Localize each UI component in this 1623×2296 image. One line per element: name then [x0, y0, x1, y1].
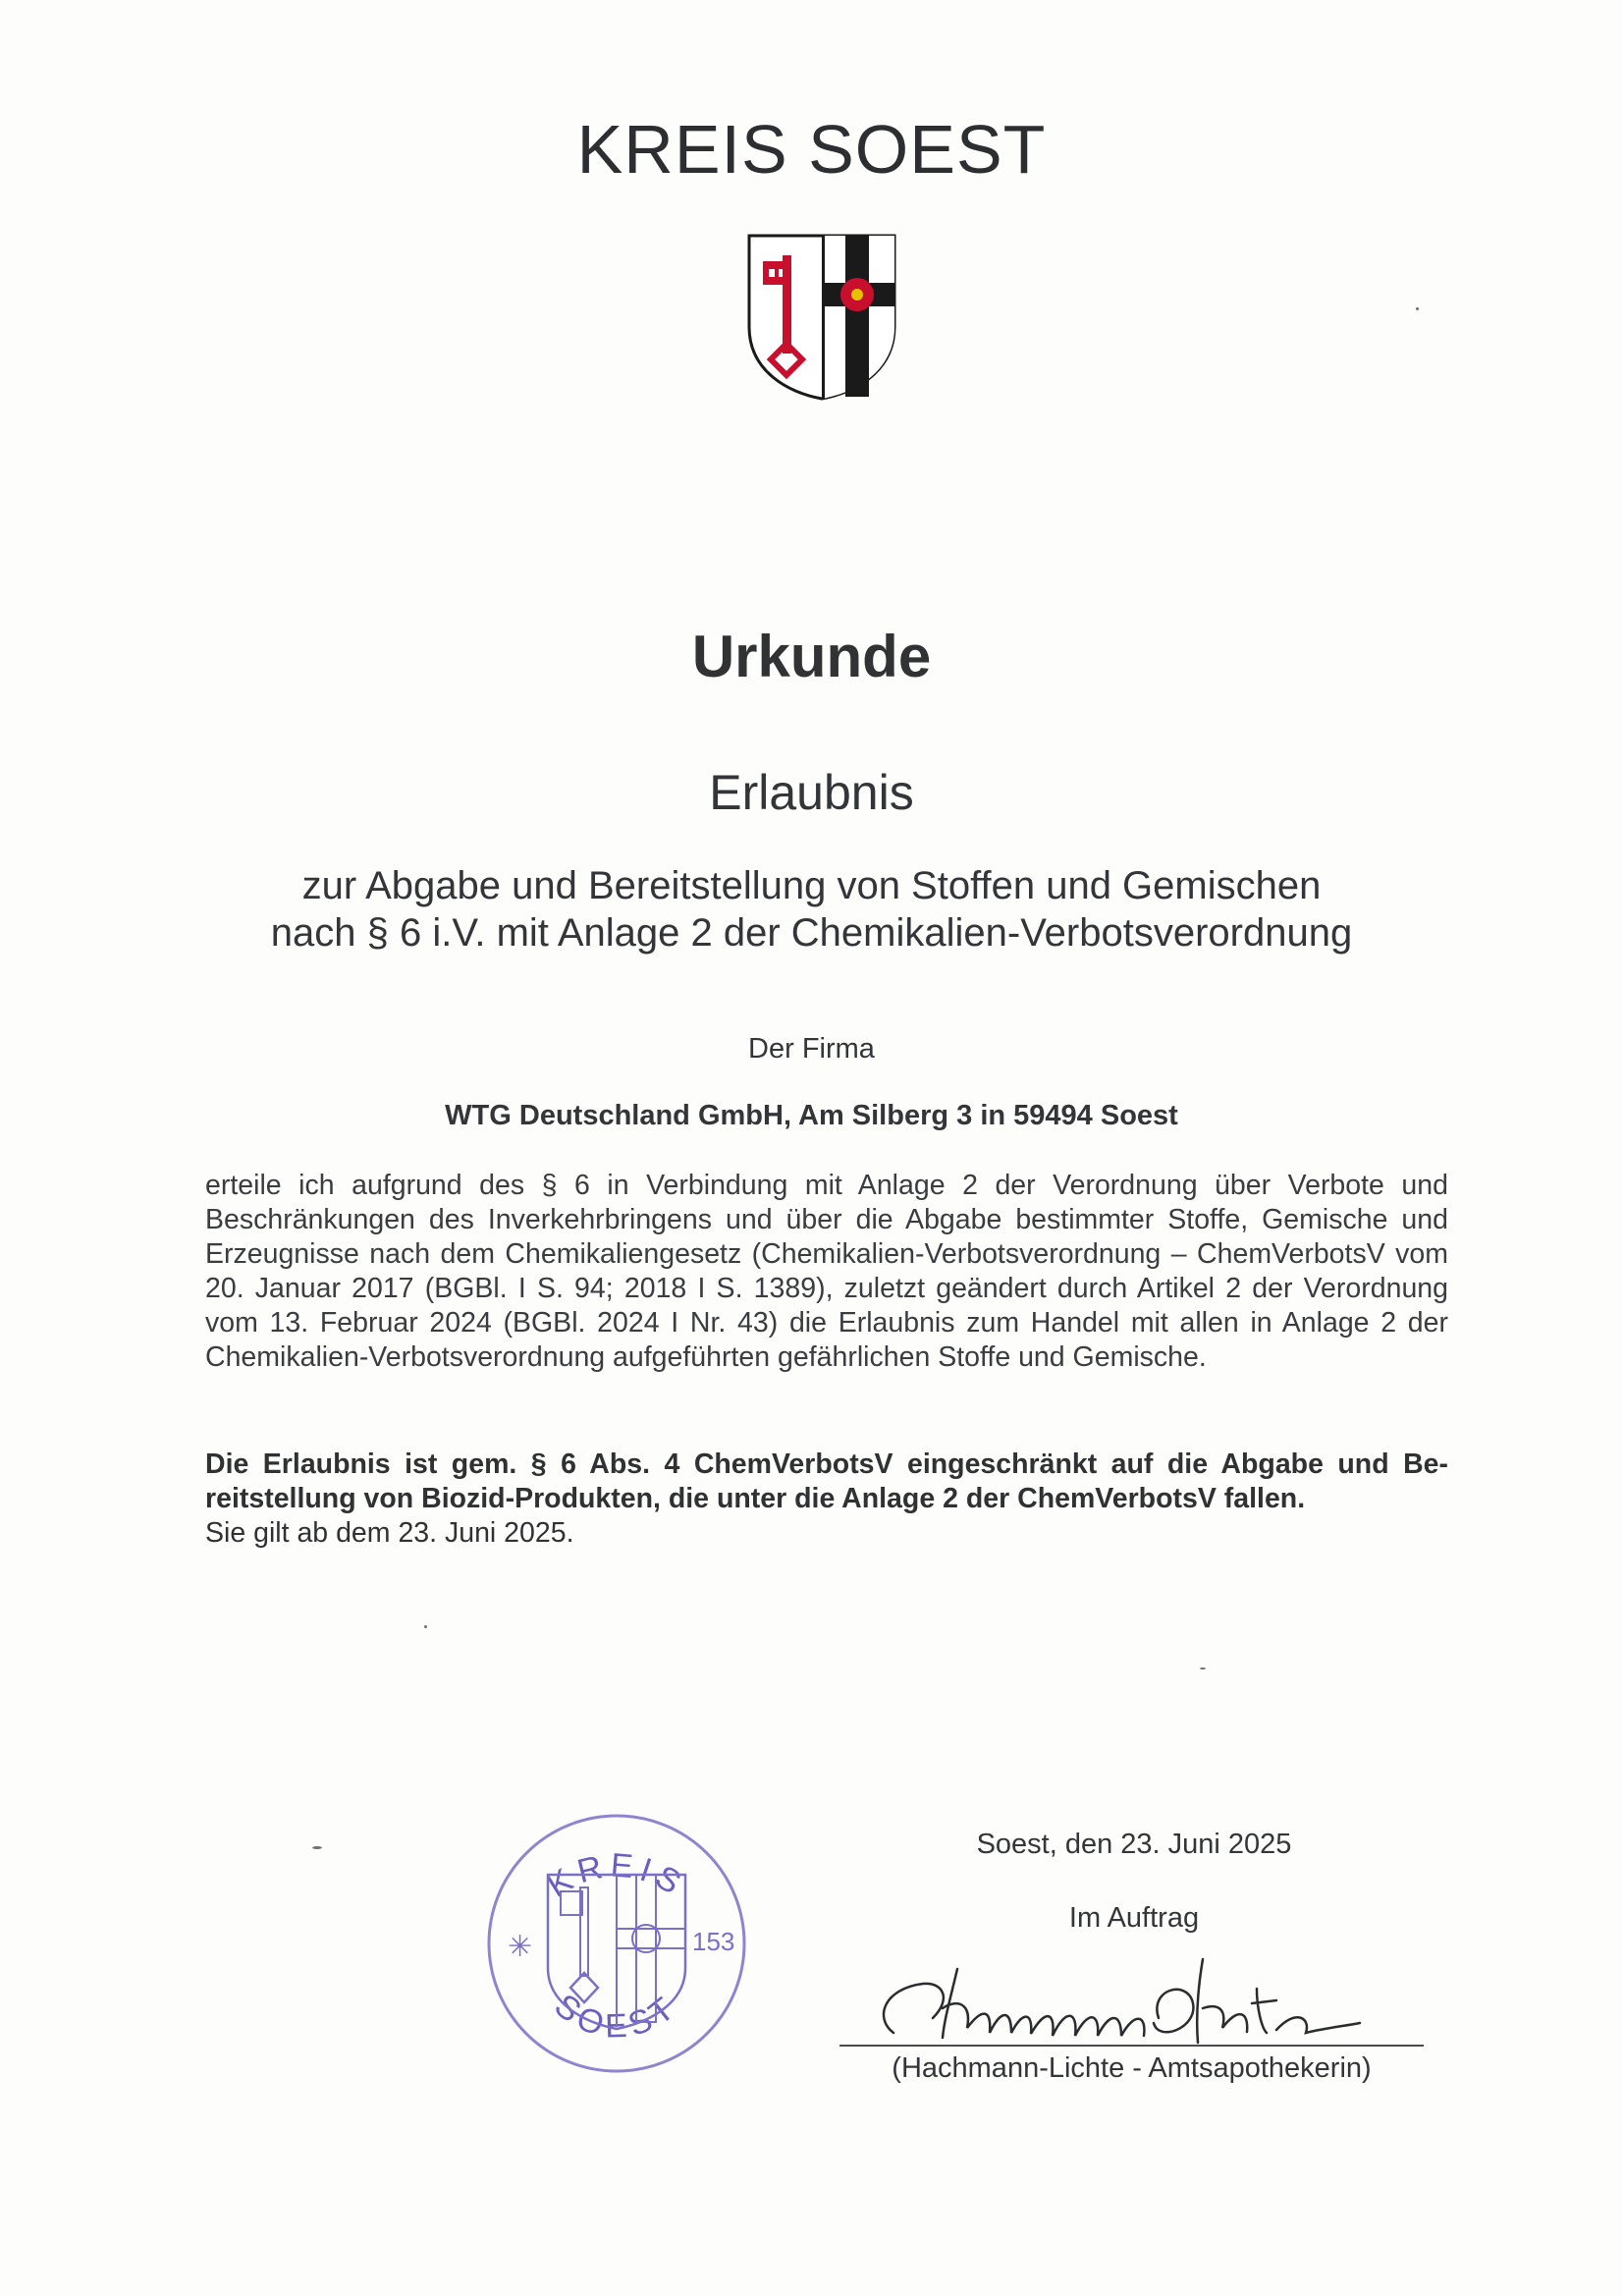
svg-text:✳: ✳ [508, 1931, 533, 1963]
purpose-line-1: zur Abgabe und Bereitstellung von Stoffen und Gemischen [301, 864, 1322, 907]
document-title: Urkunde [691, 624, 932, 689]
firm-name: WTG Deutschland GmbH, Am Silberg 3 in 59494 Soest [445, 1100, 1178, 1131]
seal-top-text: KREIS [540, 1846, 693, 1905]
scan-speck [1416, 307, 1419, 310]
place-date: Soest, den 23. Juni 2025 [976, 1829, 1292, 1860]
restriction-text: Die Erlaubnis ist gem. § 6 Abs. 4 ChemVerbotsV eingeschränkt auf die Abgabe und Bereitstellung von Biozid-Produkten, die unter die Anlage 2 der ChemVerbotsV fallen. [205, 1449, 1448, 1514]
signatory-name: (Hachmann-Lichte - Amtsapothekerin) [892, 2052, 1372, 2084]
firm-label: Der Firma [748, 1033, 875, 1065]
purpose-line-2: nach § 6 i.V. mit Anlage 2 der Chemikalien-Verbotsverordnung [270, 911, 1353, 955]
scan-speck [424, 1625, 427, 1628]
signature-line [839, 2045, 1424, 2047]
by-order-label: Im Auftrag [1068, 1902, 1200, 1934]
authority-heading: KREIS SOEST [576, 111, 1047, 188]
body-paragraph: erteile ich aufgrund des § 6 in Verbindung mit Anlage 2 der Verordnung über Verbote und Beschränkungen des Inverkehrbringens und über die Abgabe bestimmter Stoffe, Gemische und Erzeugnisse nach dem Chemikaliengesetz (Chemikalien-Verbotsverordnung – ChemVerbotsV vom 20. Januar 2017 (BGBl. I S. 94; 2018 I S. 1389), zuletzt geändert durch Artikel 2 der Verordnung vom 13. Februar 2024 (BGBl. 2024 I Nr. 43) die Erlaubnis zum Handel mit allen in Anlage 2 der Chemikalien-Verbotsverordnung aufgeführten gefährlichen Stoffe und Gemische. [205, 1170, 1448, 1373]
official-seal-stamp [474, 1801, 759, 2086]
handwritten-signature-icon [864, 1949, 1375, 2057]
scan-speck [1200, 1667, 1206, 1669]
seal-bottom-text: SOEST [547, 1987, 686, 2046]
seal-number: 153 [692, 1927, 735, 1956]
coat-of-arms-icon [747, 234, 896, 401]
document-purpose [0, 862, 1623, 957]
validity-text: Sie gilt ab dem 23. Juni 2025. [205, 1517, 574, 1549]
scan-speck [312, 1846, 322, 1849]
document-subtitle: Erlaubnis [709, 765, 914, 820]
restriction-block [205, 1448, 1448, 1551]
